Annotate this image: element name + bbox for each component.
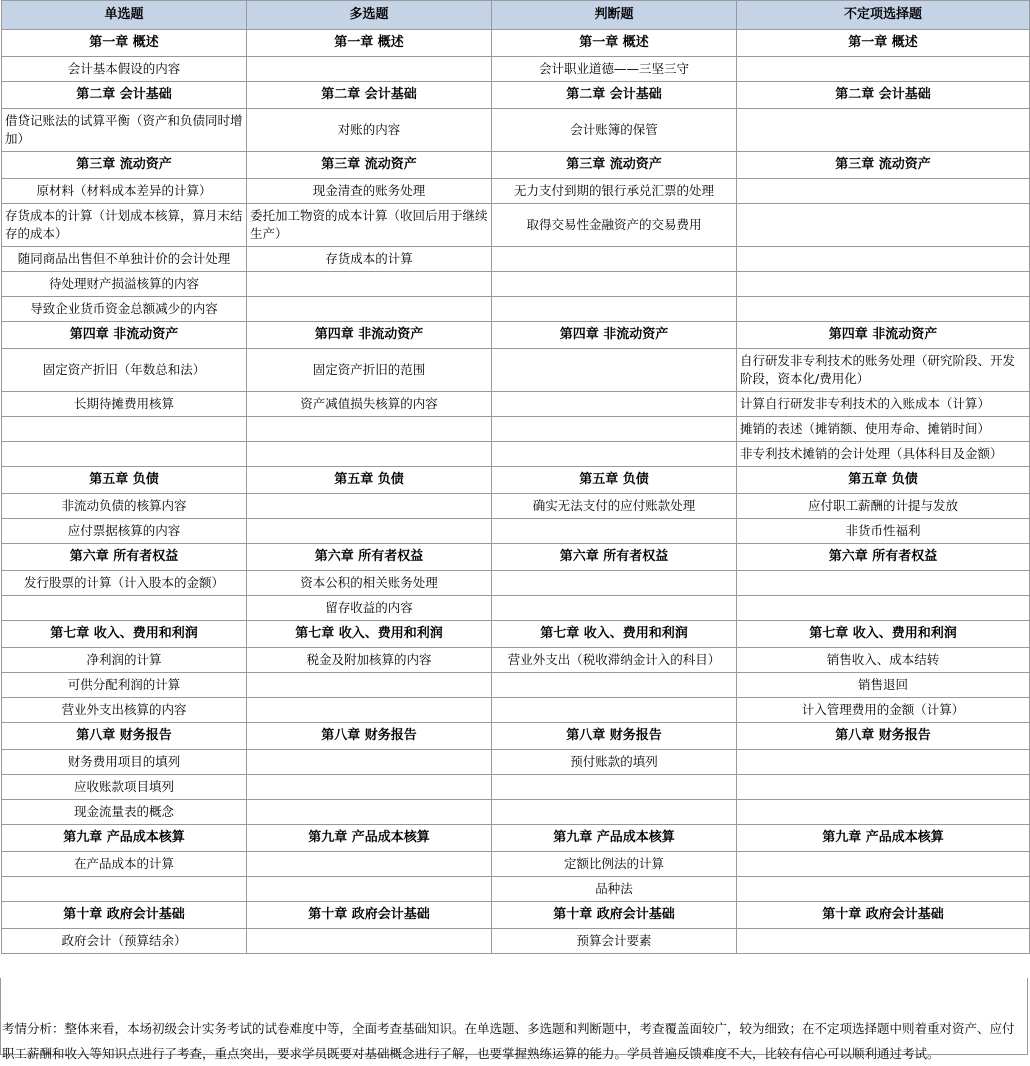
chapter-title: 第六章 所有者权益 [737, 544, 1030, 571]
topic-cell [247, 442, 492, 467]
chapter-row [2, 152, 1030, 179]
topic-cell [492, 571, 737, 596]
chapter-title: 第十章 政府会计基础 [737, 902, 1030, 929]
chapter-title: 第十章 政府会计基础 [2, 902, 247, 929]
topic-row [2, 442, 1030, 467]
chapter-row [2, 723, 1030, 750]
chapter-title: 第八章 财务报告 [492, 723, 737, 750]
chapter-title: 第一章 概述 [247, 30, 492, 57]
chapter-title: 第七章 收入、费用和利润 [2, 621, 247, 648]
topic-cell [492, 272, 737, 297]
chapter-title: 第五章 负债 [492, 467, 737, 494]
chapter-title: 第十章 政府会计基础 [247, 902, 492, 929]
chapter-title: 第五章 负债 [2, 467, 247, 494]
topic-cell [737, 929, 1030, 954]
chapter-title: 第三章 流动资产 [2, 152, 247, 179]
topic-cell [737, 571, 1030, 596]
topic-cell [492, 698, 737, 723]
topic-cell [247, 775, 492, 800]
topic-row [2, 519, 1030, 544]
topic-cell: 销售退回 [737, 673, 1030, 698]
topic-cell [492, 247, 737, 272]
chapter-title: 第一章 概述 [737, 30, 1030, 57]
chapter-title: 第二章 会计基础 [247, 82, 492, 109]
chapter-row [2, 30, 1030, 57]
topic-cell [737, 179, 1030, 204]
topic-cell: 非专利技术摊销的会计处理（具体科目及金额） [737, 442, 1030, 467]
chapter-row [2, 902, 1030, 929]
chapter-title: 第六章 所有者权益 [247, 544, 492, 571]
topic-cell [247, 852, 492, 877]
topic-cell [737, 852, 1030, 877]
topic-cell: 预付账款的填列 [492, 750, 737, 775]
chapter-title: 第一章 概述 [492, 30, 737, 57]
topic-cell: 对账的内容 [247, 109, 492, 152]
topic-row [2, 349, 1030, 392]
topic-cell [247, 750, 492, 775]
topic-cell: 预算会计要素 [492, 929, 737, 954]
chapter-title: 第三章 流动资产 [492, 152, 737, 179]
topic-cell: 固定资产折旧的范围 [247, 349, 492, 392]
topic-row [2, 297, 1030, 322]
chapter-row [2, 322, 1030, 349]
topic-cell [737, 57, 1030, 82]
topic-cell: 会计账簿的保管 [492, 109, 737, 152]
chapter-title: 第一章 概述 [2, 30, 247, 57]
topic-cell: 资产减值损失核算的内容 [247, 392, 492, 417]
topic-cell [247, 877, 492, 902]
topic-cell [737, 297, 1030, 322]
topic-cell [492, 775, 737, 800]
chapter-title: 第六章 所有者权益 [2, 544, 247, 571]
topic-row [2, 800, 1030, 825]
topic-cell [492, 297, 737, 322]
topic-cell: 应付票据核算的内容 [2, 519, 247, 544]
topic-cell: 导致企业货币资金总额减少的内容 [2, 297, 247, 322]
topic-cell: 在产品成本的计算 [2, 852, 247, 877]
chapter-title: 第七章 收入、费用和利润 [737, 621, 1030, 648]
chapter-title: 第五章 负债 [247, 467, 492, 494]
chapter-title: 第三章 流动资产 [737, 152, 1030, 179]
topic-cell: 发行股票的计算（计入股本的金额） [2, 571, 247, 596]
topic-cell [492, 417, 737, 442]
analysis-text: 考情分析：整体来看，本场初级会计实务考试的试卷难度中等，全面考查基础知识。在单选题、多选题和判断题中，考查覆盖面较广，较为细致；在不定项选择题中则着重对资产、应付职工薪酬和收入等知识点进行了考查，重点突出，要求学员既要对基础概念进行了解，也要掌握熟练运算的能力。学员普遍反馈难度不大，比较有信心可以顺利通过考试。 [2, 1021, 1015, 1061]
topic-cell: 会计基本假设的内容 [2, 57, 247, 82]
topic-cell: 净利润的计算 [2, 648, 247, 673]
topic-cell: 营业外支出（税收滞纳金计入的科目） [492, 648, 737, 673]
topic-cell: 非流动负债的核算内容 [2, 494, 247, 519]
chapter-title: 第八章 财务报告 [247, 723, 492, 750]
topic-cell: 资本公积的相关账务处理 [247, 571, 492, 596]
topic-cell: 非货币性福利 [737, 519, 1030, 544]
topic-cell [2, 877, 247, 902]
topic-cell [2, 596, 247, 621]
chapter-title: 第八章 财务报告 [737, 723, 1030, 750]
topic-cell [737, 775, 1030, 800]
topic-cell: 现金流量表的概念 [2, 800, 247, 825]
topic-row [2, 877, 1030, 902]
topic-row [2, 417, 1030, 442]
chapter-row [2, 825, 1030, 852]
topic-cell: 定额比例法的计算 [492, 852, 737, 877]
topic-cell [492, 392, 737, 417]
topic-cell: 现金清查的账务处理 [247, 179, 492, 204]
topic-row [2, 852, 1030, 877]
chapter-title: 第九章 产品成本核算 [492, 825, 737, 852]
header-indefinite-choice: 不定项选择题 [737, 1, 1030, 30]
topic-cell [2, 442, 247, 467]
topic-cell: 销售收入、成本结转 [737, 648, 1030, 673]
topic-row [2, 272, 1030, 297]
topic-cell: 委托加工物资的成本计算（收回后用于继续生产） [247, 204, 492, 247]
chapter-title: 第七章 收入、费用和利润 [492, 621, 737, 648]
topic-cell [492, 519, 737, 544]
chapter-title: 第八章 财务报告 [2, 723, 247, 750]
header-multiple-choice: 多选题 [247, 1, 492, 30]
topic-cell [492, 596, 737, 621]
chapter-title: 第九章 产品成本核算 [247, 825, 492, 852]
topic-cell [247, 673, 492, 698]
topic-cell [737, 204, 1030, 247]
topic-cell [492, 442, 737, 467]
topic-row [2, 596, 1030, 621]
chapter-title: 第四章 非流动资产 [247, 322, 492, 349]
topic-cell: 确实无法支付的应付账款处理 [492, 494, 737, 519]
topic-cell [737, 247, 1030, 272]
topic-cell [247, 297, 492, 322]
topic-row [2, 648, 1030, 673]
topic-cell: 财务费用项目的填列 [2, 750, 247, 775]
topic-row [2, 673, 1030, 698]
chapter-title: 第四章 非流动资产 [2, 322, 247, 349]
chapter-title: 第四章 非流动资产 [737, 322, 1030, 349]
topic-cell [247, 929, 492, 954]
chapter-title: 第六章 所有者权益 [492, 544, 737, 571]
topic-cell [737, 109, 1030, 152]
topic-cell: 留存收益的内容 [247, 596, 492, 621]
topic-cell: 自行研发非专利技术的账务处理（研究阶段、开发阶段，资本化/费用化） [737, 349, 1030, 392]
topic-row [2, 57, 1030, 82]
chapter-row [2, 467, 1030, 494]
topic-cell [737, 272, 1030, 297]
chapter-title: 第七章 收入、费用和利润 [247, 621, 492, 648]
topic-cell: 税金及附加核算的内容 [247, 648, 492, 673]
topic-cell: 长期待摊费用核算 [2, 392, 247, 417]
topic-cell [247, 57, 492, 82]
topic-cell: 摊销的表述（摊销额、使用寿命、摊销时间） [737, 417, 1030, 442]
chapter-title: 第二章 会计基础 [492, 82, 737, 109]
topic-row [2, 247, 1030, 272]
topic-cell: 随同商品出售但不单独计价的会计处理 [2, 247, 247, 272]
header-true-false: 判断题 [492, 1, 737, 30]
topic-row [2, 571, 1030, 596]
topic-cell: 无力支付到期的银行承兑汇票的处理 [492, 179, 737, 204]
topic-cell [737, 750, 1030, 775]
topic-cell: 原材料（材料成本差异的计算） [2, 179, 247, 204]
topic-row [2, 698, 1030, 723]
topic-cell [492, 800, 737, 825]
topic-cell: 取得交易性金融资产的交易费用 [492, 204, 737, 247]
topic-row [2, 494, 1030, 519]
topic-row [2, 392, 1030, 417]
header-row [2, 1, 1030, 30]
topic-cell: 借贷记账法的试算平衡（资产和负债同时增加） [2, 109, 247, 152]
topic-cell [2, 417, 247, 442]
topic-cell: 计算自行研发非专利技术的入账成本（计算） [737, 392, 1030, 417]
topic-cell: 政府会计（预算结余） [2, 929, 247, 954]
topic-cell [247, 272, 492, 297]
header-single-choice: 单选题 [2, 1, 247, 30]
topic-cell [247, 494, 492, 519]
topic-cell: 计入管理费用的金额（计算） [737, 698, 1030, 723]
topic-cell [492, 673, 737, 698]
topic-cell [247, 800, 492, 825]
chapter-title: 第五章 负债 [737, 467, 1030, 494]
chapter-row [2, 544, 1030, 571]
topic-cell [737, 800, 1030, 825]
topic-cell [737, 596, 1030, 621]
chapter-title: 第二章 会计基础 [737, 82, 1030, 109]
chapter-title: 第二章 会计基础 [2, 82, 247, 109]
topic-cell: 存货成本的计算 [247, 247, 492, 272]
topic-row [2, 750, 1030, 775]
topic-cell: 应收账款项目填列 [2, 775, 247, 800]
topic-row [2, 204, 1030, 247]
topic-cell [737, 877, 1030, 902]
topic-cell [247, 698, 492, 723]
topic-row [2, 929, 1030, 954]
topic-cell: 存货成本的计算（计划成本核算，算月末结存的成本） [2, 204, 247, 247]
chapter-title: 第四章 非流动资产 [492, 322, 737, 349]
topic-cell: 固定资产折旧（年数总和法） [2, 349, 247, 392]
topic-cell: 营业外支出核算的内容 [2, 698, 247, 723]
topic-cell: 品种法 [492, 877, 737, 902]
topic-row [2, 109, 1030, 152]
chapter-title: 第三章 流动资产 [247, 152, 492, 179]
topic-row [2, 179, 1030, 204]
chapter-row [2, 621, 1030, 648]
chapter-title: 第九章 产品成本核算 [737, 825, 1030, 852]
chapter-title: 第十章 政府会计基础 [492, 902, 737, 929]
topic-row [2, 775, 1030, 800]
topic-cell: 应付职工薪酬的计提与发放 [737, 494, 1030, 519]
topic-cell: 会计职业道德——三坚三守 [492, 57, 737, 82]
topic-table [1, 0, 1030, 954]
topic-cell: 可供分配利润的计算 [2, 673, 247, 698]
topic-cell [247, 519, 492, 544]
topic-cell [492, 349, 737, 392]
topic-cell: 待处理财产损溢核算的内容 [2, 272, 247, 297]
chapter-row [2, 82, 1030, 109]
chapter-title: 第九章 产品成本核算 [2, 825, 247, 852]
topic-cell [247, 417, 492, 442]
